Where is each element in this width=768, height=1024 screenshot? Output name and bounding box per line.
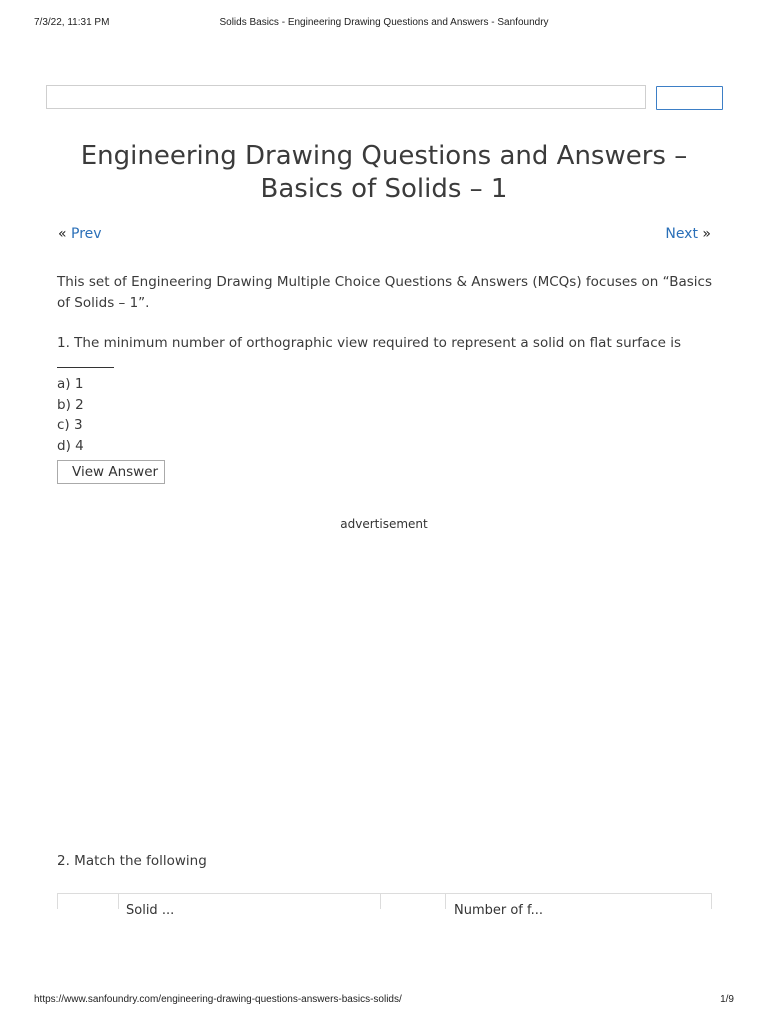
print-header: [34, 17, 734, 31]
search-button[interactable]: [656, 86, 723, 110]
question-1-text-content: 1. The minimum number of orthographic view required to represent a solid on flat surface is: [57, 335, 682, 351]
answer-blank: [57, 357, 114, 368]
print-footer: [34, 994, 734, 1008]
print-page-title: Solids Basics - Engineering Drawing Questions and Answers - Sanfoundry: [219, 17, 549, 28]
option-a: a) 1: [57, 376, 84, 392]
prev-link[interactable]: [58, 226, 102, 242]
prev-link-label: Prev: [71, 226, 102, 242]
option-b: b) 2: [57, 396, 84, 413]
search-input[interactable]: [46, 85, 646, 109]
question-2-text: 2. Match the following: [57, 853, 207, 869]
view-answer-button[interactable]: View Answer: [57, 460, 165, 484]
next-link-label: Next: [665, 226, 698, 242]
table-column-divider: [118, 894, 119, 909]
next-chevron-icon: »: [702, 226, 711, 242]
option-c: c) 3: [57, 417, 83, 433]
question-1-text: [57, 333, 717, 374]
page-title: Engineering Drawing Questions and Answers – Basics of Solids – 1: [80, 141, 688, 204]
table-header-faces: Number of f...: [454, 903, 544, 918]
page-number: 1/9: [720, 994, 734, 1005]
print-date: 7/3/22, 11:31 PM: [34, 17, 110, 28]
search-bar: [46, 85, 724, 111]
intro-paragraph: This set of Engineering Drawing Multiple Choice Questions & Answers (MCQs) focuses on “Basics of Solids – 1”.: [57, 274, 712, 311]
match-table: [57, 893, 712, 918]
question-1: [57, 333, 717, 484]
next-link[interactable]: [665, 226, 711, 242]
print-url: https://www.sanfoundry.com/engineering-drawing-questions-answers-basics-solids/: [34, 994, 402, 1005]
article-content: [57, 272, 717, 484]
prev-next-nav: [58, 226, 711, 244]
question-1-options: [57, 374, 717, 456]
advertisement-label: advertisement: [340, 517, 428, 531]
table-column-divider: [445, 894, 446, 909]
table-header-solid: Solid ...: [126, 903, 175, 918]
option-d: d) 4: [57, 437, 84, 454]
prev-chevron-icon: «: [58, 226, 67, 242]
table-column-divider: [380, 894, 381, 909]
